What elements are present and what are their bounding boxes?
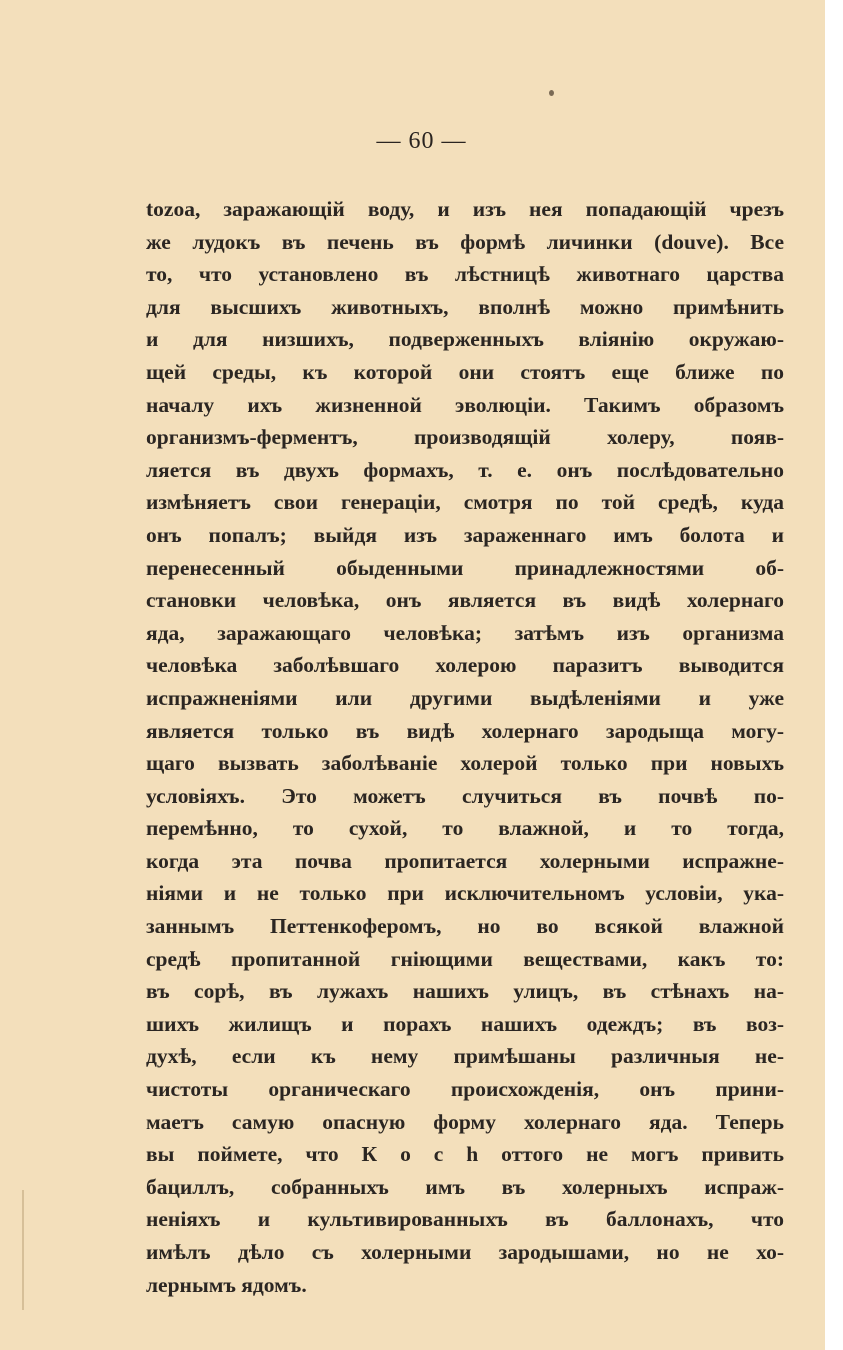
- text-line: перенесенный обыденными принадлежностями об-: [146, 555, 784, 580]
- text-line: щаго вызвать заболѣваніе холерой только при новыхъ: [146, 751, 784, 776]
- text-line: въ сорѣ, въ лужахъ нашихъ улицъ, въ стѣнахъ на-: [146, 979, 784, 1004]
- binding-mark: [22, 1190, 24, 1310]
- text-line: щей среды, къ которой они стоятъ еще ближе по: [146, 359, 784, 384]
- text-line: то, что установлено въ лѣстницѣ животнаго царства: [146, 262, 784, 287]
- text-line: становки человѣка, онъ является въ видѣ холернаго: [146, 588, 784, 613]
- text-line: вы поймете, что К о с h оттого не могъ привить: [146, 1142, 784, 1167]
- text-line: организмъ-ферментъ, производящій холеру, появ-: [146, 425, 784, 450]
- text-line: перемѣнно, то сухой, то влажной, и то тогда,: [146, 816, 784, 841]
- text-line: яда, заражающаго человѣка; затѣмъ изъ организма: [146, 620, 784, 645]
- text-line: для высшихъ животныхъ, вполнѣ можно примѣнить: [146, 294, 784, 319]
- ink-speck: [549, 90, 554, 96]
- text-line: неніяхъ и культивированныхъ въ баллонахъ, что: [146, 1207, 784, 1232]
- text-line: ніями и не только при исключительномъ условіи, ука-: [146, 881, 784, 906]
- text-line: и для низшихъ, подверженныхъ вліянію окружаю-: [146, 327, 784, 352]
- text-line: измѣняетъ свои генераціи, смотря по той средѣ, куда: [146, 490, 784, 515]
- text-line: является только въ видѣ холернаго зародыща могу-: [146, 718, 784, 743]
- text-line: человѣка заболѣвшаго холерою паразитъ выводится: [146, 653, 784, 678]
- page-number: — 60 —: [376, 128, 467, 154]
- text-line: шихъ жилищъ и порахъ нашихъ одеждъ; въ воз-: [146, 1011, 784, 1036]
- text-line: испражненіями или другими выдѣленіями и уже: [146, 685, 784, 710]
- text-line: же лудокъ въ печень въ формѣ личинки (douve). Все: [146, 229, 784, 254]
- text-line: имѣлъ дѣло съ холерными зародышами, но не хо-: [146, 1240, 784, 1264]
- text-line: бациллъ, собранныхъ имъ въ холерныхъ испраж-: [146, 1174, 784, 1199]
- text-line: заннымъ Петтенкоферомъ, но во всякой влажной: [146, 914, 784, 939]
- text-line: ляется въ двухъ формахъ, т. е. онъ послѣдовательно: [146, 457, 784, 482]
- text-line: началу ихъ жизненной эволюціи. Такимъ образомъ: [146, 392, 784, 417]
- text-line: tozoa, заражающій воду, и изъ нея попадающій чрезъ: [146, 197, 784, 221]
- text-line: духѣ, если къ нему примѣшаны различныя не-: [146, 1044, 784, 1069]
- text-line: онъ попалъ; выйдя изъ зараженнаго имъ болота и: [146, 522, 784, 547]
- text-line: средѣ пропитанной гніющими веществами, какъ то:: [146, 946, 784, 971]
- text-line: условіяхъ. Это можетъ случиться въ почвѣ по-: [146, 783, 784, 808]
- text-line: когда эта почва пропитается холерными испражне-: [146, 848, 784, 873]
- text-line: чистоты органическаго происхожденія, онъ прини-: [146, 1077, 784, 1102]
- text-line-last: лернымъ ядомъ.: [146, 1272, 307, 1297]
- text-line: маетъ самую опасную форму холернаго яда. Теперь: [146, 1109, 784, 1134]
- body-text: [146, 193, 784, 1301]
- scan-margin: [825, 0, 843, 1350]
